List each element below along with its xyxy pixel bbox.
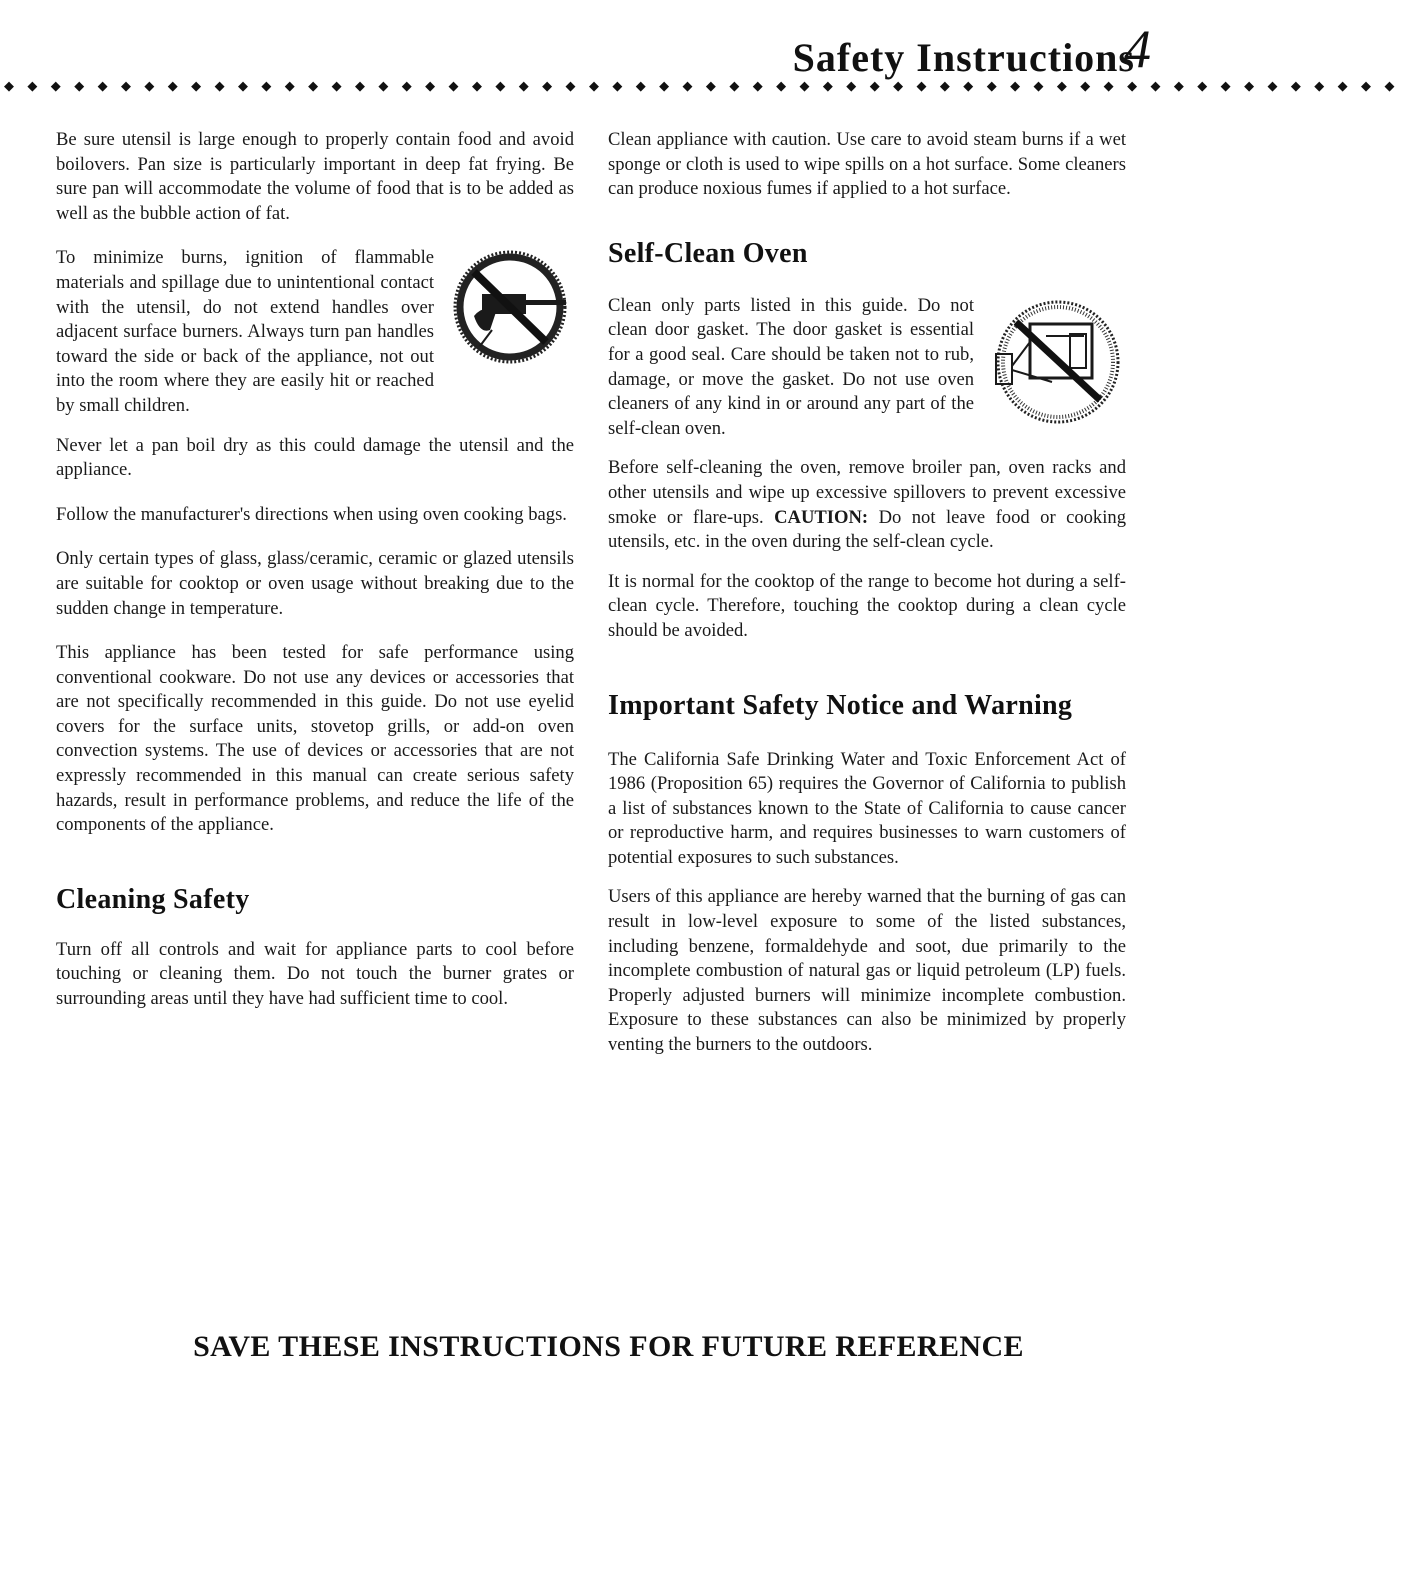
before-self-clean-text: Before self-cleaning the oven, remove broiler pan, oven racks and other utensils and wipe up excessive spillovers to prevent excessive smoke or flare-ups. <box>608 457 1126 528</box>
before-self-clean-paragraph <box>608 456 1126 554</box>
no-clean-gasket-icon <box>986 296 1126 428</box>
clean-with-caution-paragraph: Clean appliance with caution. Use care to avoid steam burns if a wet sponge or cloth is used to wipe spills on a hot surface. Some cleaners can produce noxious fumes if applied to a hot surface. <box>608 129 1126 200</box>
cool-before-cleaning-paragraph: Turn off all controls and wait for appliance parts to cool before touching or cleaning them. Do not touch the burner grates or surrounding areas until they have had sufficient time to cool. <box>56 938 574 1010</box>
glass-utensils-paragraph: Only certain types of glass, glass/ceramic, ceramic or glazed utensils are suitable for cooktop or oven usage without breaking due to the sudden change in temperature. <box>56 548 574 619</box>
right-column <box>608 128 1126 1073</box>
pan-handles-paragraph: To minimize burns, ignition of flammable materials and spillage due to unintentional contact with the utensil, do not extend handles over adjacent surface burners. Always turn pan handles toward the side or back of the appliance, not out into the room where they are easily hit or reached by small children. <box>56 247 434 416</box>
cleaning-safety-heading: Cleaning Safety <box>56 883 250 915</box>
cooking-bags-paragraph: Follow the manufacturer's directions when using oven cooking bags. <box>56 503 567 525</box>
proposition-65-paragraph: The California Safe Drinking Water and Toxic Enforcement Act of 1986 (Proposition 65) requires the Governor of California to publish a list of substances known to the State of California to cause cancer or reproductive harm, and requires businesses to warn customers of potential exposures to such substances. <box>608 748 1126 868</box>
cooktop-hot-paragraph: It is normal for the cooktop of the range to become hot during a self-clean cycle. Therefore, touching the cooktop during a clean cycle should be avoided. <box>608 570 1126 641</box>
utensil-size-paragraph: Be sure utensil is large enough to properly contain food and avoid boilovers. Pan size is particularly important in deep fat frying. Be sure pan will accommodate the volume of food that is to be added as well as the bubble action of fat. <box>56 129 574 224</box>
no-pan-handle-icon <box>446 248 574 366</box>
left-column <box>56 128 574 1027</box>
important-safety-notice-heading: Important Safety Notice and Warning <box>608 689 1073 721</box>
page-number: 4 <box>1124 19 1151 79</box>
caution-text: Do not leave food or cooking utensils, etc. in the oven during the self-clean cycle. <box>608 506 1126 553</box>
page-title: Safety Instructions <box>792 35 1135 80</box>
diamond-divider: ◆◆◆◆◆◆◆◆◆◆◆◆◆◆◆◆◆◆◆◆◆◆◆◆◆◆◆◆◆◆◆◆◆◆◆◆◆◆◆◆◆◆◆◆◆◆◆◆◆◆◆◆◆◆◆◆◆◆◆◆ <box>4 78 1408 93</box>
combustion-warning-paragraph: Users of this appliance are hereby warned that the burning of gas can result in low-level exposure to some of the listed substances, including benzene, formaldehyde and soot, due primarily to the incomplete combustion of natural gas or liquid petroleum (LP) fuels. Properly adjusted burners will minimize incomplete combustion. Exposure to these substances can also be minimized by properly venting the burners to the outdoors. <box>608 886 1126 1056</box>
self-clean-oven-heading: Self-Clean Oven <box>608 237 808 269</box>
boil-dry-paragraph: Never let a pan boil dry as this could damage the utensil and the appliance. <box>56 434 574 481</box>
save-instructions-banner: SAVE THESE INSTRUCTIONS FOR FUTURE REFERENCE <box>193 1330 1024 1363</box>
door-gasket-paragraph: Clean only parts listed in this guide. Do not clean door gasket. The door gasket is essential for a good seal. Care should be taken not to rub, damage, or move the gasket. Do not use oven cleaners of any kind in or around any part of the self-clean oven. <box>608 294 974 439</box>
gasket-section <box>608 294 1126 442</box>
caution-label: CAUTION: <box>774 506 869 528</box>
pan-handle-section <box>56 246 574 418</box>
accessories-paragraph: This appliance has been tested for safe performance using conventional cookware. Do not use any devices or accessories that are not specifically recommended in this guide. Do not use eyelid covers for the surface units, stovetop grills, or add-on oven convection systems. The use of devices or accessories that are not expressly recommended in this manual can create serious safety hazards, result in performance problems, and reduce the life of the components of the appliance. <box>56 642 574 836</box>
